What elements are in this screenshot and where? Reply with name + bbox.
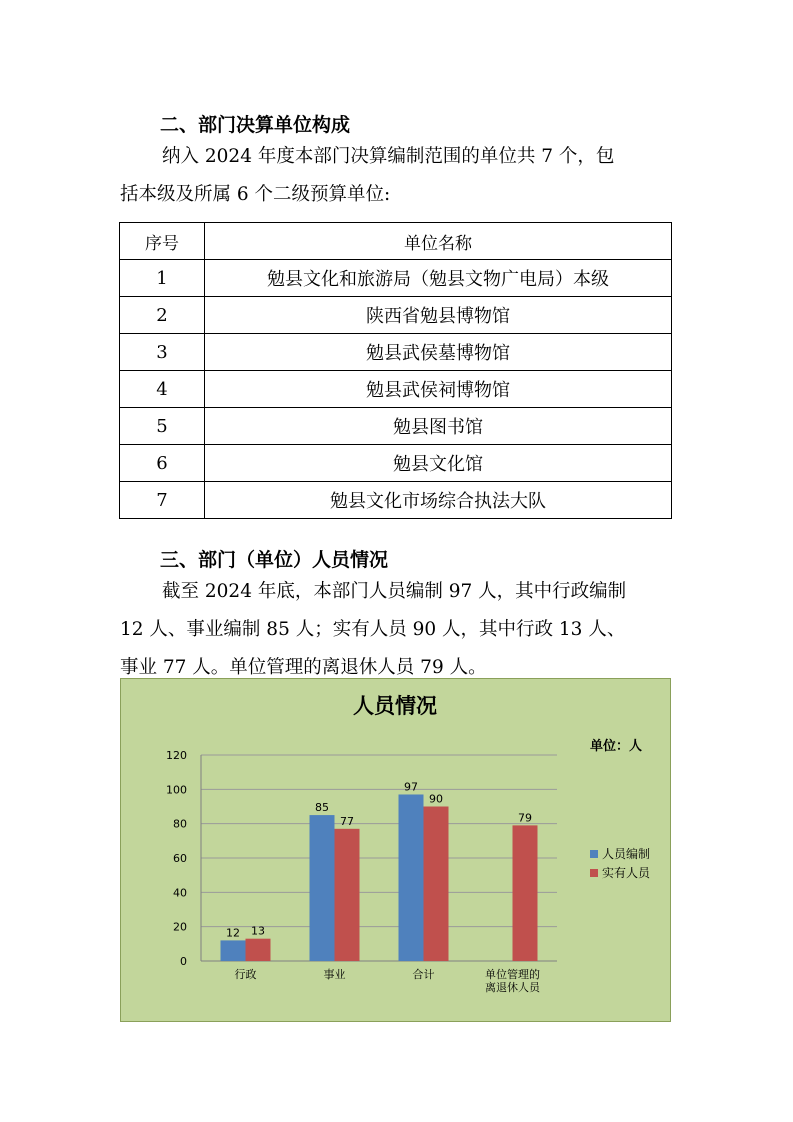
- section3-paragraph: [120, 573, 675, 687]
- y-tick-label: 40: [173, 886, 187, 900]
- legend-swatch: [590, 850, 598, 858]
- row-name: 勉县文化市场综合执法大队: [205, 482, 672, 519]
- x-tick-label: 行政: [234, 968, 257, 981]
- row-no: 4: [120, 371, 205, 408]
- section2-line-2: 括本级及所属 6 个二级预算单位:: [120, 184, 391, 205]
- data-label: 90: [429, 792, 443, 806]
- data-label: 12: [226, 926, 240, 940]
- legend-label: 人员编制: [602, 847, 651, 861]
- staff-chart: [120, 678, 671, 1022]
- section3-line-2: 12 人、事业编制 85 人；实有人员 90 人，其中行政 13 人、: [120, 619, 626, 640]
- data-label: 13: [251, 924, 265, 938]
- legend-swatch: [590, 869, 598, 877]
- y-tick-label: 0: [180, 955, 187, 968]
- data-label: 79: [518, 811, 532, 825]
- table-row: [120, 482, 672, 519]
- bar-staff-quota: [399, 794, 424, 961]
- row-name: 勉县武侯墓博物馆: [205, 334, 672, 371]
- data-label: 77: [340, 814, 354, 828]
- bar-actual-staff: [335, 829, 360, 961]
- section3-line-3: 事业 77 人。单位管理的离退休人员 79 人。: [120, 657, 487, 678]
- units-table: [119, 222, 672, 519]
- row-no: 1: [120, 260, 205, 297]
- row-no: 7: [120, 482, 205, 519]
- table-header-row: [120, 223, 672, 260]
- staff-chart-svg: [121, 679, 670, 1021]
- table-row: [120, 408, 672, 445]
- legend-label: 实有人员: [602, 866, 651, 880]
- row-no: 5: [120, 408, 205, 445]
- row-no: 2: [120, 297, 205, 334]
- section2-paragraph: [120, 138, 675, 214]
- table-row: [120, 297, 672, 334]
- x-tick-label: 合计: [412, 968, 435, 981]
- x-tick-label: 事业: [323, 968, 346, 981]
- section2-line-1: 纳入 2024 年度本部门决算编制范围的单位共 7 个，包: [162, 146, 615, 167]
- table-row: [120, 371, 672, 408]
- y-tick-label: 20: [173, 920, 187, 934]
- bar-staff-quota: [221, 940, 246, 961]
- row-no: 3: [120, 334, 205, 371]
- header-name: 单位名称: [205, 223, 672, 260]
- data-label: 85: [315, 801, 329, 815]
- row-name: 勉县图书馆: [205, 408, 672, 445]
- chart-unit-label: 单位：人: [590, 739, 643, 754]
- bar-actual-staff: [513, 825, 538, 961]
- y-tick-label: 60: [173, 852, 187, 865]
- bar-actual-staff: [246, 939, 271, 961]
- table-row: [120, 260, 672, 297]
- x-tick-label: 单位管理的: [485, 968, 540, 981]
- header-no: 序号: [120, 223, 205, 260]
- row-no: 6: [120, 445, 205, 482]
- y-tick-label: 100: [166, 783, 187, 797]
- table-row: [120, 334, 672, 371]
- chart-title: 人员情况: [353, 694, 437, 718]
- bar-staff-quota: [310, 815, 335, 961]
- bar-actual-staff: [424, 807, 449, 962]
- data-label: 97: [404, 780, 418, 794]
- row-name: 勉县武侯祠博物馆: [205, 371, 672, 408]
- section2-heading: 二、部门决算单位构成: [160, 114, 351, 136]
- row-name: 勉县文化馆: [205, 445, 672, 482]
- y-tick-label: 120: [166, 749, 187, 762]
- x-tick-label: 离退休人员: [485, 981, 540, 994]
- row-name: 陕西省勉县博物馆: [205, 297, 672, 334]
- section3-heading: 三、部门（单位）人员情况: [160, 549, 389, 571]
- y-tick-label: 80: [173, 817, 187, 831]
- section3-line-1: 截至 2024 年底，本部门人员编制 97 人，其中行政编制: [162, 581, 627, 602]
- table-row: [120, 445, 672, 482]
- row-name: 勉县文化和旅游局（勉县文物广电局）本级: [205, 260, 672, 297]
